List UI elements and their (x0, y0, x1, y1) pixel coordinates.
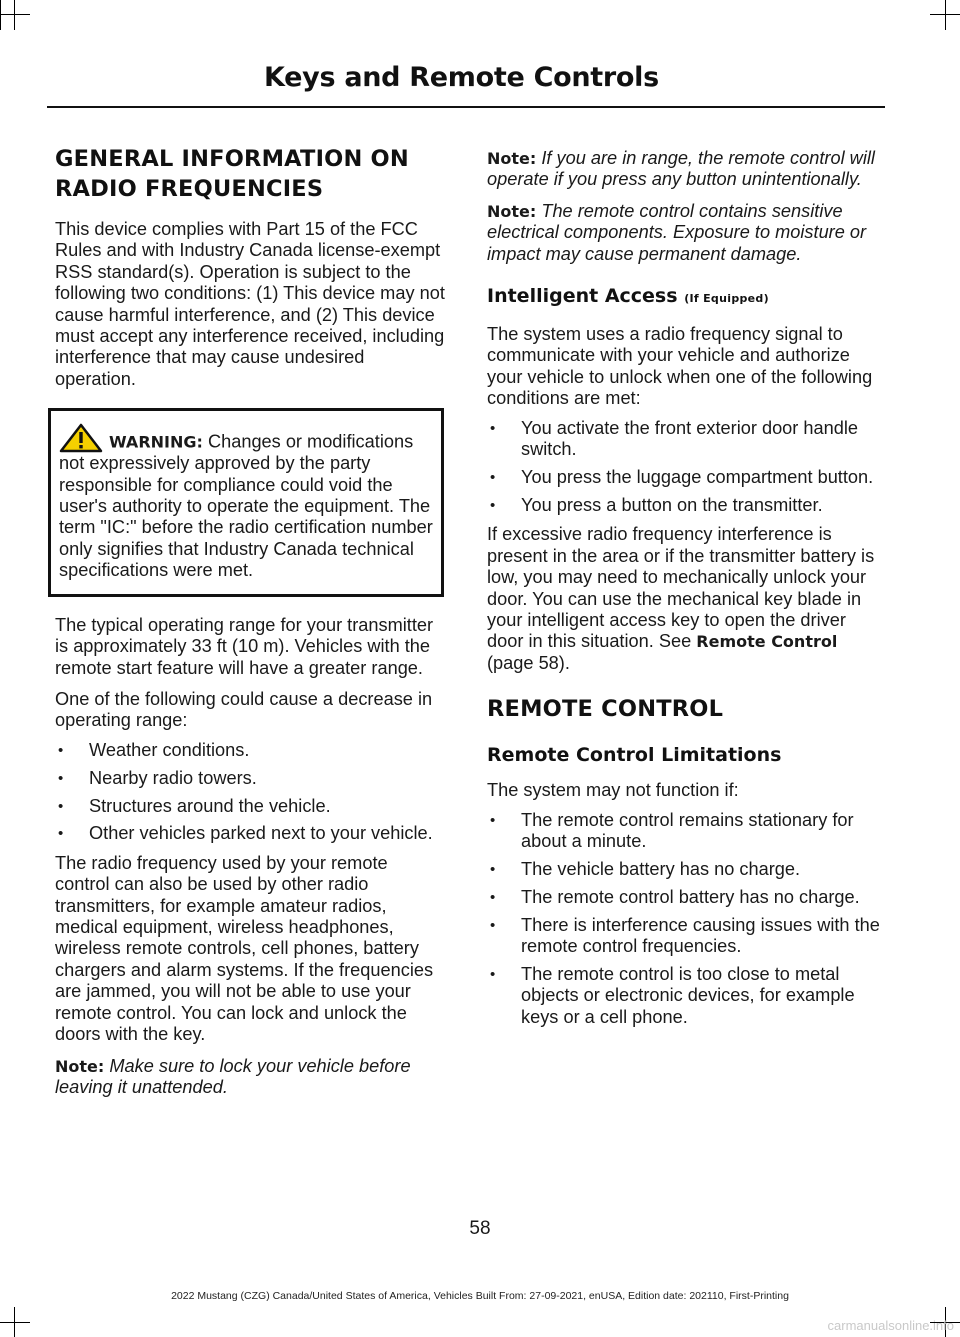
section-heading-remote-control: REMOTE CONTROL (487, 696, 724, 723)
note-lock-vehicle (55, 1056, 447, 1099)
range-paragraph: The typical operating range for your transmitter is approximately 33 ft (10 m). Vehicles with the remote start feature will have a greater range. (55, 614, 434, 678)
heading-text: Intelligent Access (487, 285, 678, 308)
list-item: • You press a button on the transmitter. (487, 495, 880, 516)
note-text: Make sure to lock your vehicle before leaving it unattended. (55, 1055, 411, 1097)
remote-control-limitations-heading: Remote Control Limitations (487, 744, 782, 767)
list-item: • Other vehicles parked next to your vehicle. (55, 823, 447, 844)
intelligent-access-heading (487, 283, 880, 312)
list-item: • The remote control remains stationary for about a minute. (487, 810, 880, 853)
crop-mark (0, 1322, 30, 1323)
list-item: • The vehicle battery has no charge. (487, 859, 880, 880)
intelligent-access-paragraph: The system uses a radio frequency signal to communicate with your vehicle and authorize your vehicle to unlock when one of the following conditions are met: (487, 324, 873, 409)
note-label: Note: (487, 201, 537, 221)
warning-box (48, 408, 444, 596)
compliance-paragraph: This device complies with Part 15 of the FCC Rules and with Industry Canada license-exempt RSS standard(s). Operation is subject to the following two conditions: (1) This device may not cause harmful interference, and (2) This device must accept any interference received, including interference that may cause undesired operation. (55, 219, 445, 389)
may-not-function-paragraph: The system may not function if: (487, 780, 739, 801)
unlock-conditions-list (487, 418, 880, 517)
list-item: • Weather conditions. (55, 740, 447, 761)
footer-edition-info: 2022 Mustang (CZG) Canada/United States of America, Vehicles Built From: 27-09-2021, enUSA, Edition date: 202110, First-Printing (171, 1290, 789, 1302)
list-item: • The remote control battery has no charge. (487, 887, 880, 908)
crop-mark (930, 14, 960, 15)
remote-control-link[interactable]: Remote Control (696, 632, 838, 652)
section-heading-general-info (55, 144, 447, 204)
warning-text: Changes or modifications not expressively approved by the party responsible for compliance could void the user's authority to operate the equipment. The term "IC:" before the radio certification number only signifies that Industry Canada technical specifications were met. (59, 431, 433, 581)
warning-label: WARNING: (109, 432, 203, 452)
watermark: carmanualsonline.info (827, 1318, 954, 1333)
list-item: • You press the luggage compartment button. (487, 467, 880, 488)
note-label: Note: (55, 1056, 105, 1076)
warning-triangle-icon (59, 423, 103, 453)
frequency-paragraph: The radio frequency used by your remote control can also be used by other radio transmitters, for example amateur radios, medical equipment, wireless headphones, wireless remote controls, cell phones, battery chargers and alarm systems. If the frequencies are jammed, you will not be able to use your remote control. You can lock and unlock the doors with the key. (55, 852, 434, 1045)
range-factors-list (55, 740, 447, 845)
left-column (55, 144, 447, 1108)
note-label: Note: (487, 149, 537, 168)
list-item: • Nearby radio towers. (55, 768, 447, 789)
list-item: • There is interference causing issues with the remote control frequencies. (487, 915, 880, 958)
page-reference: (page 58). (487, 652, 570, 673)
heading-line: GENERAL INFORMATION ON (55, 146, 409, 172)
note-text: The remote control contains sensitive electrical components. Exposure to moisture or impact may cause permanent damage. (487, 200, 867, 264)
right-column (487, 148, 880, 1036)
heading-line: RADIO FREQUENCIES (55, 176, 324, 202)
list-item: • You activate the front exterior door handle switch. (487, 418, 880, 461)
limitations-list (487, 810, 880, 1029)
interference-paragraph (487, 524, 880, 674)
paragraph-text: If excessive radio frequency interference is present in the area or if the transmitter battery is low, you may need to mechanically unlock your door. You can use the mechanical key blade in your intelligent access key to open the driver door in this situation. See (487, 524, 875, 652)
crop-mark (14, 0, 15, 30)
crop-mark (0, 0, 1, 30)
decrease-paragraph: One of the following could cause a decrease in operating range: (55, 688, 433, 731)
list-item: • The remote control is too close to metal objects or electronic devices, for example keys or a cell phone. (487, 964, 880, 1028)
page-title: Keys and Remote Controls (264, 62, 659, 93)
note-in-range (487, 148, 880, 191)
note-text: If you are in range, the remote control will operate if you press any button unintentionally. (487, 148, 875, 190)
crop-mark (945, 0, 946, 30)
header-rule (47, 106, 885, 108)
note-sensitive-components (487, 201, 880, 265)
page-number: 58 (469, 1218, 491, 1239)
if-equipped-label: (If Equipped) (684, 292, 769, 306)
crop-mark (0, 14, 30, 15)
list-item: • Structures around the vehicle. (55, 796, 447, 817)
